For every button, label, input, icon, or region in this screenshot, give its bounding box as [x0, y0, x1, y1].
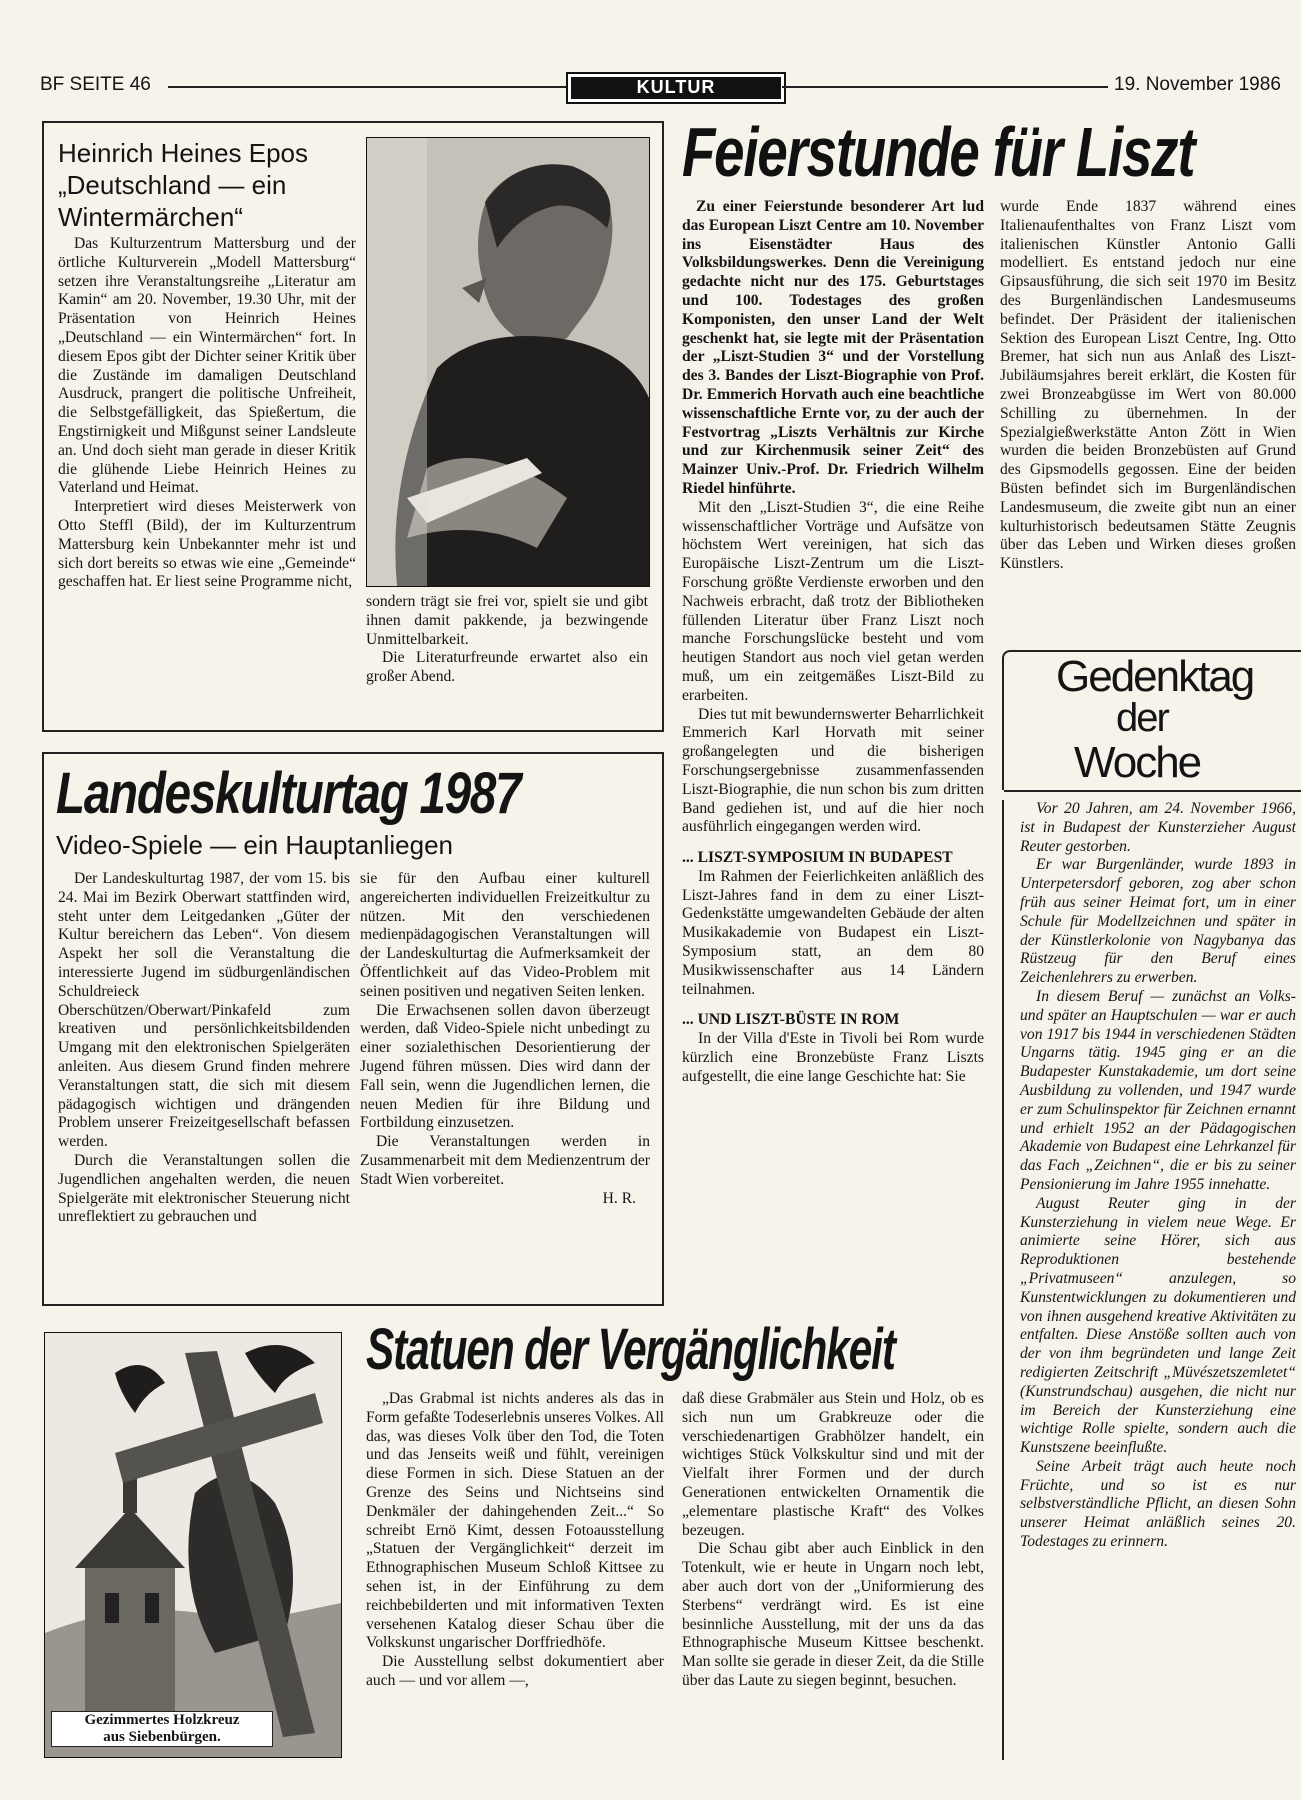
liszt-subhead-rom: ... UND LISZT-BÜSTE IN ROM	[682, 1011, 900, 1029]
heine-title: Heinrich Heines Epos „Deutschland — ein Wintermärchen“	[58, 138, 309, 232]
gedenktag-text	[1002, 800, 1296, 1760]
gedenktag-title-line1: Gedenktag	[1056, 652, 1254, 701]
landeskulturtag-column-2	[360, 870, 650, 1298]
page-number: BF SEITE 46	[40, 74, 151, 95]
liszt-column-1	[682, 198, 984, 1294]
statuen-column-1	[366, 1390, 664, 1770]
statuen-column-2	[682, 1390, 984, 1770]
landeskulturtag-article	[42, 752, 664, 1306]
statuen-photo	[44, 1332, 342, 1758]
liszt-column-2	[1000, 198, 1296, 638]
landeskulturtag-paragraph: Der Landeskulturtag 1987, der vom 15. bis 24. Mai im Bezirk Oberwart stattfinden wird, steht unter dem Leitgedanken „Güter der Kultur bereichern das Leben“. Von diesem Aspekt her soll die Veranstaltung die interessierte Jugend im südburgenländischen Schuldreieck Oberschützen/Oberwart/Pinkafeld zum kreativen und persönlichkeitsbildenden Umgang mit den elektronischen Spielgeräten anleiten. Aus diesem Grund finden mehrere Veranstaltungen statt, die sich mit diesem pädagogisch wichtigen und drängenden Problem unserer Freizeitgesellschaft befassen werden.	[58, 870, 350, 1151]
statuen-headline: Statuen der Vergänglichkeit	[366, 1317, 895, 1382]
gedenktag-paragraph: Seine Arbeit trägt auch heute noch Früchte, und so ist es nur selbstverständliche Pflicht, an diesen Sohn unserer Heimat anläßlich seines 20. Todestages zu erinnern.	[1020, 1457, 1296, 1551]
landeskulturtag-column-1	[58, 870, 350, 1298]
photo-caption	[51, 1711, 273, 1747]
page-header	[0, 72, 1301, 102]
liszt-headline: Feierstunde für Liszt	[682, 113, 1195, 191]
header-rule-right	[782, 86, 1108, 88]
liszt-lead: Zu einer Feierstunde besonderer Art lud das European Liszt Centre am 10. November ins Eisenstädter Haus des Volksbildungswerkes. Denn die Vereinigung gedachte nicht nur des 175. Geburtstages und 100. Todestages des großen Komponisten, den unser Land der Welt geschenkt hat, sie legte mit der Präsentation der „Liszt-Studien 3“ und der Vorstellung des 3. Bandes der Liszt-Biographie von Prof. Dr. Emmerich Horvath auch eine beachtliche wissenschaftliche Ernte vor, zu der auch der Festvortrag „Liszts Verhältnis zur Kirche und zur Kirchenmusik seiner Zeit“ des Mainzer Univ.-Prof. Dr. Friedrich Wilhelm Riedel hinführte.	[682, 198, 984, 497]
statuen-paragraph: Die Ausstellung selbst dokumentiert aber auch — und vor allem —,	[366, 1653, 664, 1689]
gedenktag-title-line3: Woche	[1074, 738, 1201, 787]
section-label-box	[566, 72, 786, 104]
heine-article	[42, 121, 664, 732]
gedenktag-title-line2: der	[1116, 696, 1168, 740]
landeskulturtag-paragraph: Die Veranstaltungen werden in Zusammenarbeit mit dem Medienzentrum der Stadt Wien vorbereitet.	[360, 1133, 650, 1188]
gedenktag-paragraph: August Reuter ging in der Kunsterziehung in vielem neue Wege. Er animierte seine Hörer, sich aus Reproduktionen bestehende „Privatmuseen“ anzulegen, so Kunstentwicklungen zu dokumentieren und von ihnen ausgehend kreative Aktivitäten zu entfalten. Diese Anstöße sollten auch von der von ihm begründeten und lange Zeit redigierten Zeitschrift „Müvészetszemletet“ (Kunstrundschau) ausgehen, die nicht nur im Bereich der Kunsterziehung eine wichtige Rolle spielte, sondern auch die Kunstszene beeinflußte.	[1020, 1194, 1296, 1457]
gedenktag-paragraph: Vor 20 Jahren, am 24. November 1966, ist in Budapest der Kunsterzieher August Reuter gestorben.	[1020, 800, 1296, 855]
statuen-paragraph: daß diese Grabmäler aus Stein und Holz, ob es sich nun um Grabkreuze oder die verschiedenartigen Grabhölzer handelt, ein wichtiges Stück Volkskultur sind und mit der Vielfalt ihrer Formen und der durch Generationen entwickelten Ornamentik die „elementare plastische Kraft“ des Volkes bezeugen.	[682, 1390, 984, 1539]
gedenktag-title-rule	[1004, 790, 1301, 792]
section-label: KULTUR	[636, 77, 716, 97]
heine-paragraph: Das Kulturzentrum Mattersburg und der örtliche Kulturverein „Modell Mattersburg“ setzen ihre Veranstaltungsreihe „Literatur am Kamin“ am 20. November, 19.30 Uhr, mit der Präsentation von Heinrich Heines „Deutschland — ein Wintermärchen“ fort. In diesem Epos gibt der Dichter seiner Kritik über die Zustände im damaligen Deutschland Ausdruck, prangert die politische Unfreiheit, die Selbstgefälligkeit, das Spießertum, die Engstirnigkeit und Mißgunst seiner Landsleute an. Und doch sieht man gerade in dieser Kritik die glühende Liebe Heinrich Heines zu Vaterland und Heimat.	[58, 235, 356, 497]
heine-paragraph: sondern trägt sie frei vor, spielt sie und gibt ihnen damit pakkende, ja bezwingende Unmittelbarkeit.	[366, 593, 648, 648]
liszt-paragraph: Dies tut mit bewundernswerter Beharrlichkeit Emmerich Karl Horvath mit seiner großangelegten und die bisherigen Forschungsergebnisse zusammenfassenden Liszt-Biographie, die nun schon bis zum dritten Band gediehen ist, und auf die hier noch ausführlich eingegangen werden wird.	[682, 705, 984, 836]
landeskulturtag-subhead: Video-Spiele — ein Hauptanliegen	[56, 830, 454, 860]
liszt-paragraph: Im Rahmen der Feierlichkeiten anläßlich des Liszt-Jahres fand in dem zu einer Liszt-Gedenkstätte umgewandelten Gebäude der alten Musikakademie von Budapest ein Liszt-Symposium statt, an dem 80 Musikwissenschafter aus 14 Ländern teilnahmen.	[682, 867, 984, 998]
heine-paragraph: Die Literaturfreunde erwartet also ein großer Abend.	[366, 649, 648, 686]
heine-paragraph: Interpretiert wird dieses Meisterwerk von Otto Steffl (Bild), der im Kulturzentrum Mattersburg kein Unbekannter mehr ist und sich dort bereits so etwas wie eine „Gemeinde“ geschaffen hat. Er liest seine Programme nicht,	[58, 498, 356, 591]
heine-column-1	[58, 235, 356, 720]
statuen-paragraph: „Das Grabmal ist nichts anderes als das in Form gefaßte Todeserlebnis unseres Volkes. All das, was dieses Volk über den Tod, die Toten und das Jenseits weiß und fühlt, vereinigen diese Formen in sich. Diese Statuen an der Grenze des Seins und Nichtseins sind Denkmäler der dahingehenden Zeit...“ So schreibt Ernö Kimt, dessen Fotoausstellung „Statuen der Vergänglichkeit“ derzeit im Ethnographischen Museum Schloß Kittsee zu sehen ist, in der Einführung zu dem reichbebilderten und mit informativen Texten versehenen Katalog dieser Schau über die Volkskunst ungarischer Dorffriedhöfe.	[366, 1390, 664, 1652]
landeskulturtag-paragraph: sie für den Aufbau einer kulturell angereicherten individuellen Freizeitkultur zu nützen. Mit den verschiedenen medienpädagogischen Veranstaltungen will der Landeskulturtag die Aufmerksamkeit der Öffentlichkeit auf das Video-Problem mit seinen positiven und negativen Seiten lenken.	[360, 870, 650, 1000]
liszt-paragraph: wurde Ende 1837 während eines Italienaufenthaltes von Franz Liszt vom italienischen Künstler Antonio Galli modelliert. Es entstand jedoch nur eine Gipsausführung, die sich seit 1970 im Besitz des Burgenländischen Landesmuseums befindet. Der Präsident der italienischen Sektion des European Liszt Centre, Ing. Otto Bremer, hat sich nun aus Anlaß des Liszt-Jubiläumsjahres bereit erklärt, die Kosten für zwei Bronzeabgüsse im Wert von 80.000 Schilling zu übernehmen. In der Spezialgießwerkstätte Anton Zött in Wien wurden die beiden Bronzebüsten auf Grund des Gipsmodells gegossen. Eine der beiden Büsten befindet sich im Burgenländischen Landesmuseum, die zweite gibt nun an einer kulturhistorisch bedeutsamen Stätte Zeugnis über das Leben und Wirken dieses großen Künstlers.	[1000, 198, 1296, 573]
gedenktag-box	[1002, 650, 1301, 790]
issue-date: 19. November 1986	[1114, 74, 1281, 95]
photo-caption-line: aus Siebenbürgen.	[103, 1729, 221, 1745]
liszt-subhead-budapest: ... LISZT-SYMPOSIUM IN BUDAPEST	[682, 849, 953, 867]
gedenktag-paragraph: In diesem Beruf — zunächst an Volks- und später an Hauptschulen — war er auch von 1917 bis 1944 in verschiedenen Städten Ungarns tätig. 1945 ging er an die Budapester Kunstakademie, um dort seine Ausbildung zu vollenden, und 1947 wurde er zum Schulinspektor für Zeichnen ernannt und erhielt 1952 an der Pädagogischen Akademie von Budapest eine Lehrkanzel für das Fach „Zeichnen“, die er bis zu seiner Pensionierung im Jahre 1955 innehatte.	[1020, 987, 1296, 1193]
liszt-paragraph: In der Villa d'Este in Tivoli bei Rom wurde kürzlich eine Bronzebüste Franz Liszts aufgestellt, die eine lange Geschichte hat: Sie	[682, 1030, 984, 1085]
gedenktag-paragraph: Er war Burgenländer, wurde 1893 in Unterpetersdorf geboren, zog aber schon früh aus seiner Heimat fort, um in einer Schule für Modellzeichnen und später in der Künstlerkolonie von Nagybanya das Rüstzeug für den Beruf eines Zeichenlehrers zu erwerben.	[1020, 856, 1296, 987]
heine-column-2	[366, 593, 648, 718]
header-rule-left	[168, 86, 566, 88]
landeskulturtag-headline: Landeskulturtag 1987	[56, 761, 521, 826]
wooden-cross-image	[45, 1333, 341, 1757]
landeskulturtag-signature: H. R.	[602, 1189, 636, 1207]
landeskulturtag-paragraph: Die Erwachsenen sollen davon überzeugt werden, daß Video-Spiele nicht unbedingt zu einer sozialethischen Desorientierung der Jugend führen müssen. Dies wird dann der Fall sein, wenn die Jugendlichen lernen, die neuen Medien für ihre Bildung und Fortbildung einzusetzen.	[360, 1001, 650, 1132]
photo-caption-line: Gezimmertes Holzkreuz	[84, 1712, 240, 1728]
statuen-paragraph: Die Schau gibt aber auch Einblick in den Totenkult, wie er heute in Ungarn noch lebt, aber auch dort von der „Uniformierung des Sterbens“ verdrängt wird. Es ist eine besinnliche Ausstellung, mit der uns da das Ethnographische Museum Kittsee beschenkt. Man sollte sie gerade in dieser Zeit, da die Stille über das Laute zu siegen beginnt, besuchen.	[682, 1540, 984, 1689]
portrait-reader-image	[367, 138, 649, 586]
heine-photo	[366, 137, 650, 587]
liszt-paragraph: Mit den „Liszt-Studien 3“, die eine Reihe wissenschaftlicher Vorträge und Aufsätze von höchstem Wert vereinigen, hat sich das Europäische Liszt-Zentrum um die Liszt-Forschung größte Verdienste erworben und den Nachweis erbracht, daß trotz der Bibliotheken füllenden Literatur über Franz Liszt noch manche Forschungslücke besteht und vom heutigen Standort aus noch viel getan werden muß, um ein zeitgemäßes Liszt-Bild zu erarbeiten.	[682, 498, 984, 704]
landeskulturtag-paragraph: Durch die Veranstaltungen sollen die Jugendlichen angehalten werden, die neuen Spielgeräte mit elektronischer Steuerung nicht unreflektiert zu gebrauchen und	[58, 1151, 350, 1226]
